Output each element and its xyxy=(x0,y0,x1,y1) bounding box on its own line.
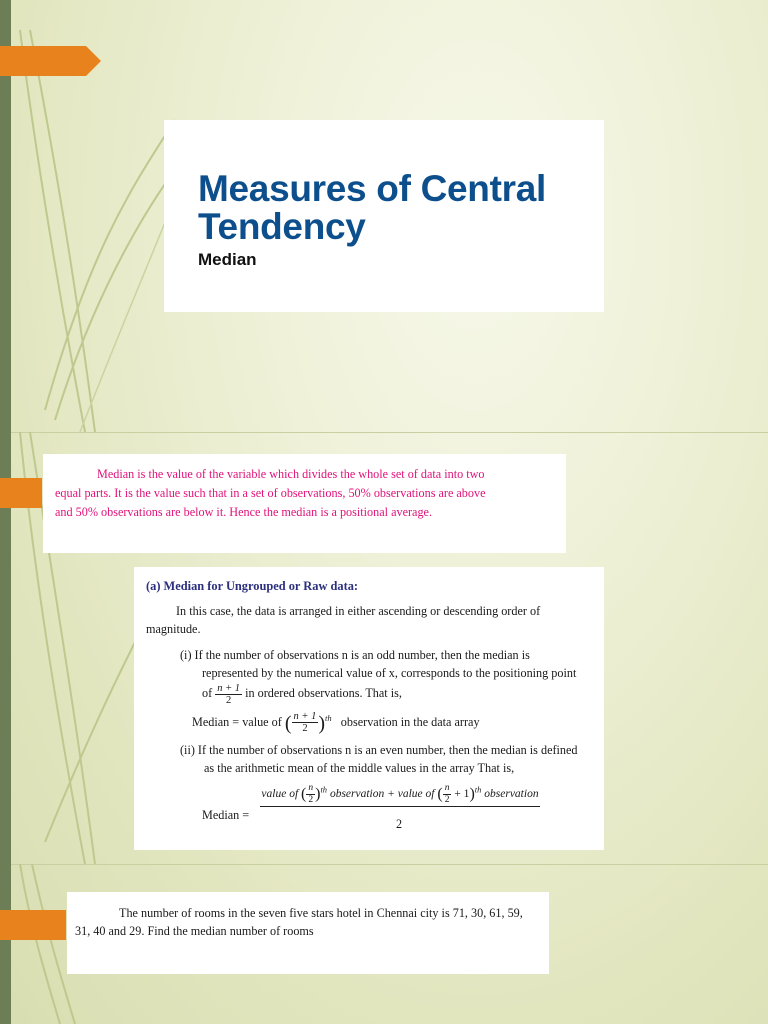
formula-n: n xyxy=(308,782,314,793)
intro-line-2: magnitude. xyxy=(146,622,201,636)
formula-value-of-1: value of xyxy=(261,788,299,801)
odd-case-of-text: of xyxy=(202,686,213,700)
position-fraction xyxy=(215,683,242,706)
problem-card xyxy=(67,892,549,974)
even-case-line-2: as the arithmetic mean of the middle values in the array That is, xyxy=(204,760,515,775)
orange-tab xyxy=(0,910,66,940)
formula-denominator: 2 xyxy=(396,816,403,831)
intro-line-1: In this case, the data is arranged in either ascending or descending order of xyxy=(176,604,541,618)
median-label: Median = xyxy=(202,807,250,822)
problem-line-2: 31, 40 and 29. Find the median number of rooms xyxy=(75,924,314,938)
odd-case-suffix: in ordered observations. That is, xyxy=(245,686,402,700)
definition-line-3: and 50% observations are below it. Hence the median is a positional average. xyxy=(55,505,433,519)
formula-th-2: th xyxy=(474,784,482,795)
even-case-block xyxy=(146,741,598,777)
odd-case-line-3 xyxy=(180,682,598,706)
even-case-line-1: (ii) If the number of observations n is an even number, then the median is defined xyxy=(180,742,578,757)
formula-th-1: th xyxy=(320,784,328,795)
definition-card xyxy=(43,454,566,553)
formula-plus-one: + 1 xyxy=(454,788,470,801)
section-heading: (a) Median for Ungrouped or Raw data: xyxy=(146,579,359,593)
odd-case-line-2: represented by the numerical value of x, corresponds to the positioning point xyxy=(202,666,577,680)
formula-n-b: n xyxy=(444,782,450,793)
problem-line-1: The number of rooms in the seven five stars hotel in Chennai city is 71, 30, 61, 59, xyxy=(119,906,523,920)
slide-subtitle: Median xyxy=(198,250,257,269)
median-eq-fraction xyxy=(292,711,319,734)
formula-plus-value-of: observation + value of xyxy=(329,788,435,801)
median-eq-numerator: n + 1 xyxy=(293,711,317,723)
th-superscript: th xyxy=(325,712,332,723)
slide-title-line-2: Tendency xyxy=(198,206,366,247)
formula-two-b: 2 xyxy=(444,794,450,805)
formula-n-over-2-b xyxy=(443,783,452,806)
median-eq-prefix: Median = value of xyxy=(192,714,282,729)
fraction-numerator: n + 1 xyxy=(217,682,241,694)
odd-case-block xyxy=(146,646,598,735)
odd-case-line-1: (i) If the number of observations n is an odd number, then the median is xyxy=(180,648,530,662)
formula-n-over-2 xyxy=(306,783,315,806)
slide-3 xyxy=(0,864,768,1024)
fraction-denominator: 2 xyxy=(226,694,232,706)
definition-line-2: equal parts. It is the value such that in a set of observations, 50% observations are above xyxy=(55,486,486,500)
formula-two: 2 xyxy=(308,794,314,805)
ungrouped-data-card xyxy=(134,567,604,850)
slide-1 xyxy=(0,0,768,432)
title-card xyxy=(164,120,604,312)
median-eq-suffix: observation in the data array xyxy=(340,714,480,729)
slide-2 xyxy=(0,432,768,864)
formula-numerator: value of ( $\frac{n}{2}$ )$^{th}$ observation + value of ( $\frac{n}{2}$ + 1)$^{th}$ observation xyxy=(261,782,539,805)
orange-arrow-tab xyxy=(0,46,101,76)
definition-line-1: Median is the value of the variable which divides the whole set of data into two xyxy=(97,467,485,481)
slide-title-line-1: Measures of Central xyxy=(198,168,546,209)
left-accent-bar xyxy=(0,864,11,1024)
odd-median-equation: Median = value of ( $\frac{n + 1}{2}$ )$^{th}$ observation in the data array xyxy=(192,711,480,735)
orange-tab xyxy=(0,478,42,508)
formula-observation: observation xyxy=(484,788,539,801)
even-median-formula xyxy=(146,783,598,833)
median-eq-denominator: 2 xyxy=(302,723,308,735)
